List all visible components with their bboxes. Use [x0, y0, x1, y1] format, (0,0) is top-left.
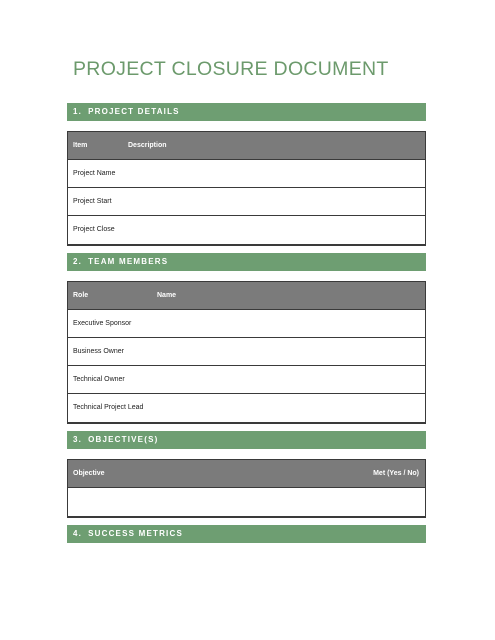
page-title: PROJECT CLOSURE DOCUMENT	[73, 58, 389, 80]
table-row[interactable]	[68, 366, 425, 394]
team-members-table	[67, 281, 426, 424]
row-label: Project Name	[73, 170, 116, 177]
column-header-role: Role	[73, 292, 89, 299]
section-number: 2.	[73, 257, 83, 266]
section-title: OBJECTIVE(S)	[88, 435, 159, 444]
table-header	[68, 282, 425, 310]
table-row[interactable]	[68, 310, 425, 338]
section-title: TEAM MEMBERS	[88, 257, 169, 266]
row-label: Technical Owner	[73, 376, 125, 383]
section-heading-project-details	[67, 103, 426, 121]
section-number: 3.	[73, 435, 83, 444]
table-header	[68, 460, 425, 488]
section-title: SUCCESS METRICS	[88, 529, 183, 538]
table-row[interactable]	[68, 394, 425, 422]
column-header-name: Name	[157, 292, 177, 299]
section-title: PROJECT DETAILS	[88, 107, 180, 116]
table-row[interactable]	[68, 488, 425, 516]
column-header-objective: Objective	[73, 470, 105, 477]
section-heading-objectives	[67, 431, 426, 449]
row-label: Technical Project Lead	[73, 404, 144, 411]
table-row[interactable]	[68, 188, 425, 216]
row-label: Project Start	[73, 198, 112, 205]
column-header-met: Met (Yes / No)	[373, 470, 419, 477]
project-details-table	[67, 131, 426, 246]
column-header-item: Item	[73, 142, 88, 149]
table-header	[68, 132, 425, 160]
table-row[interactable]	[68, 338, 425, 366]
section-heading-team-members	[67, 253, 426, 271]
column-header-description: Description	[128, 142, 167, 149]
section-number: 1.	[73, 107, 83, 116]
table-row[interactable]	[68, 216, 425, 244]
table-row[interactable]	[68, 160, 425, 188]
row-label: Project Close	[73, 226, 115, 233]
row-label: Business Owner	[73, 348, 124, 355]
objectives-table	[67, 459, 426, 518]
section-heading-success-metrics	[67, 525, 426, 543]
section-number: 4.	[73, 529, 83, 538]
row-label: Executive Sponsor	[73, 320, 132, 327]
